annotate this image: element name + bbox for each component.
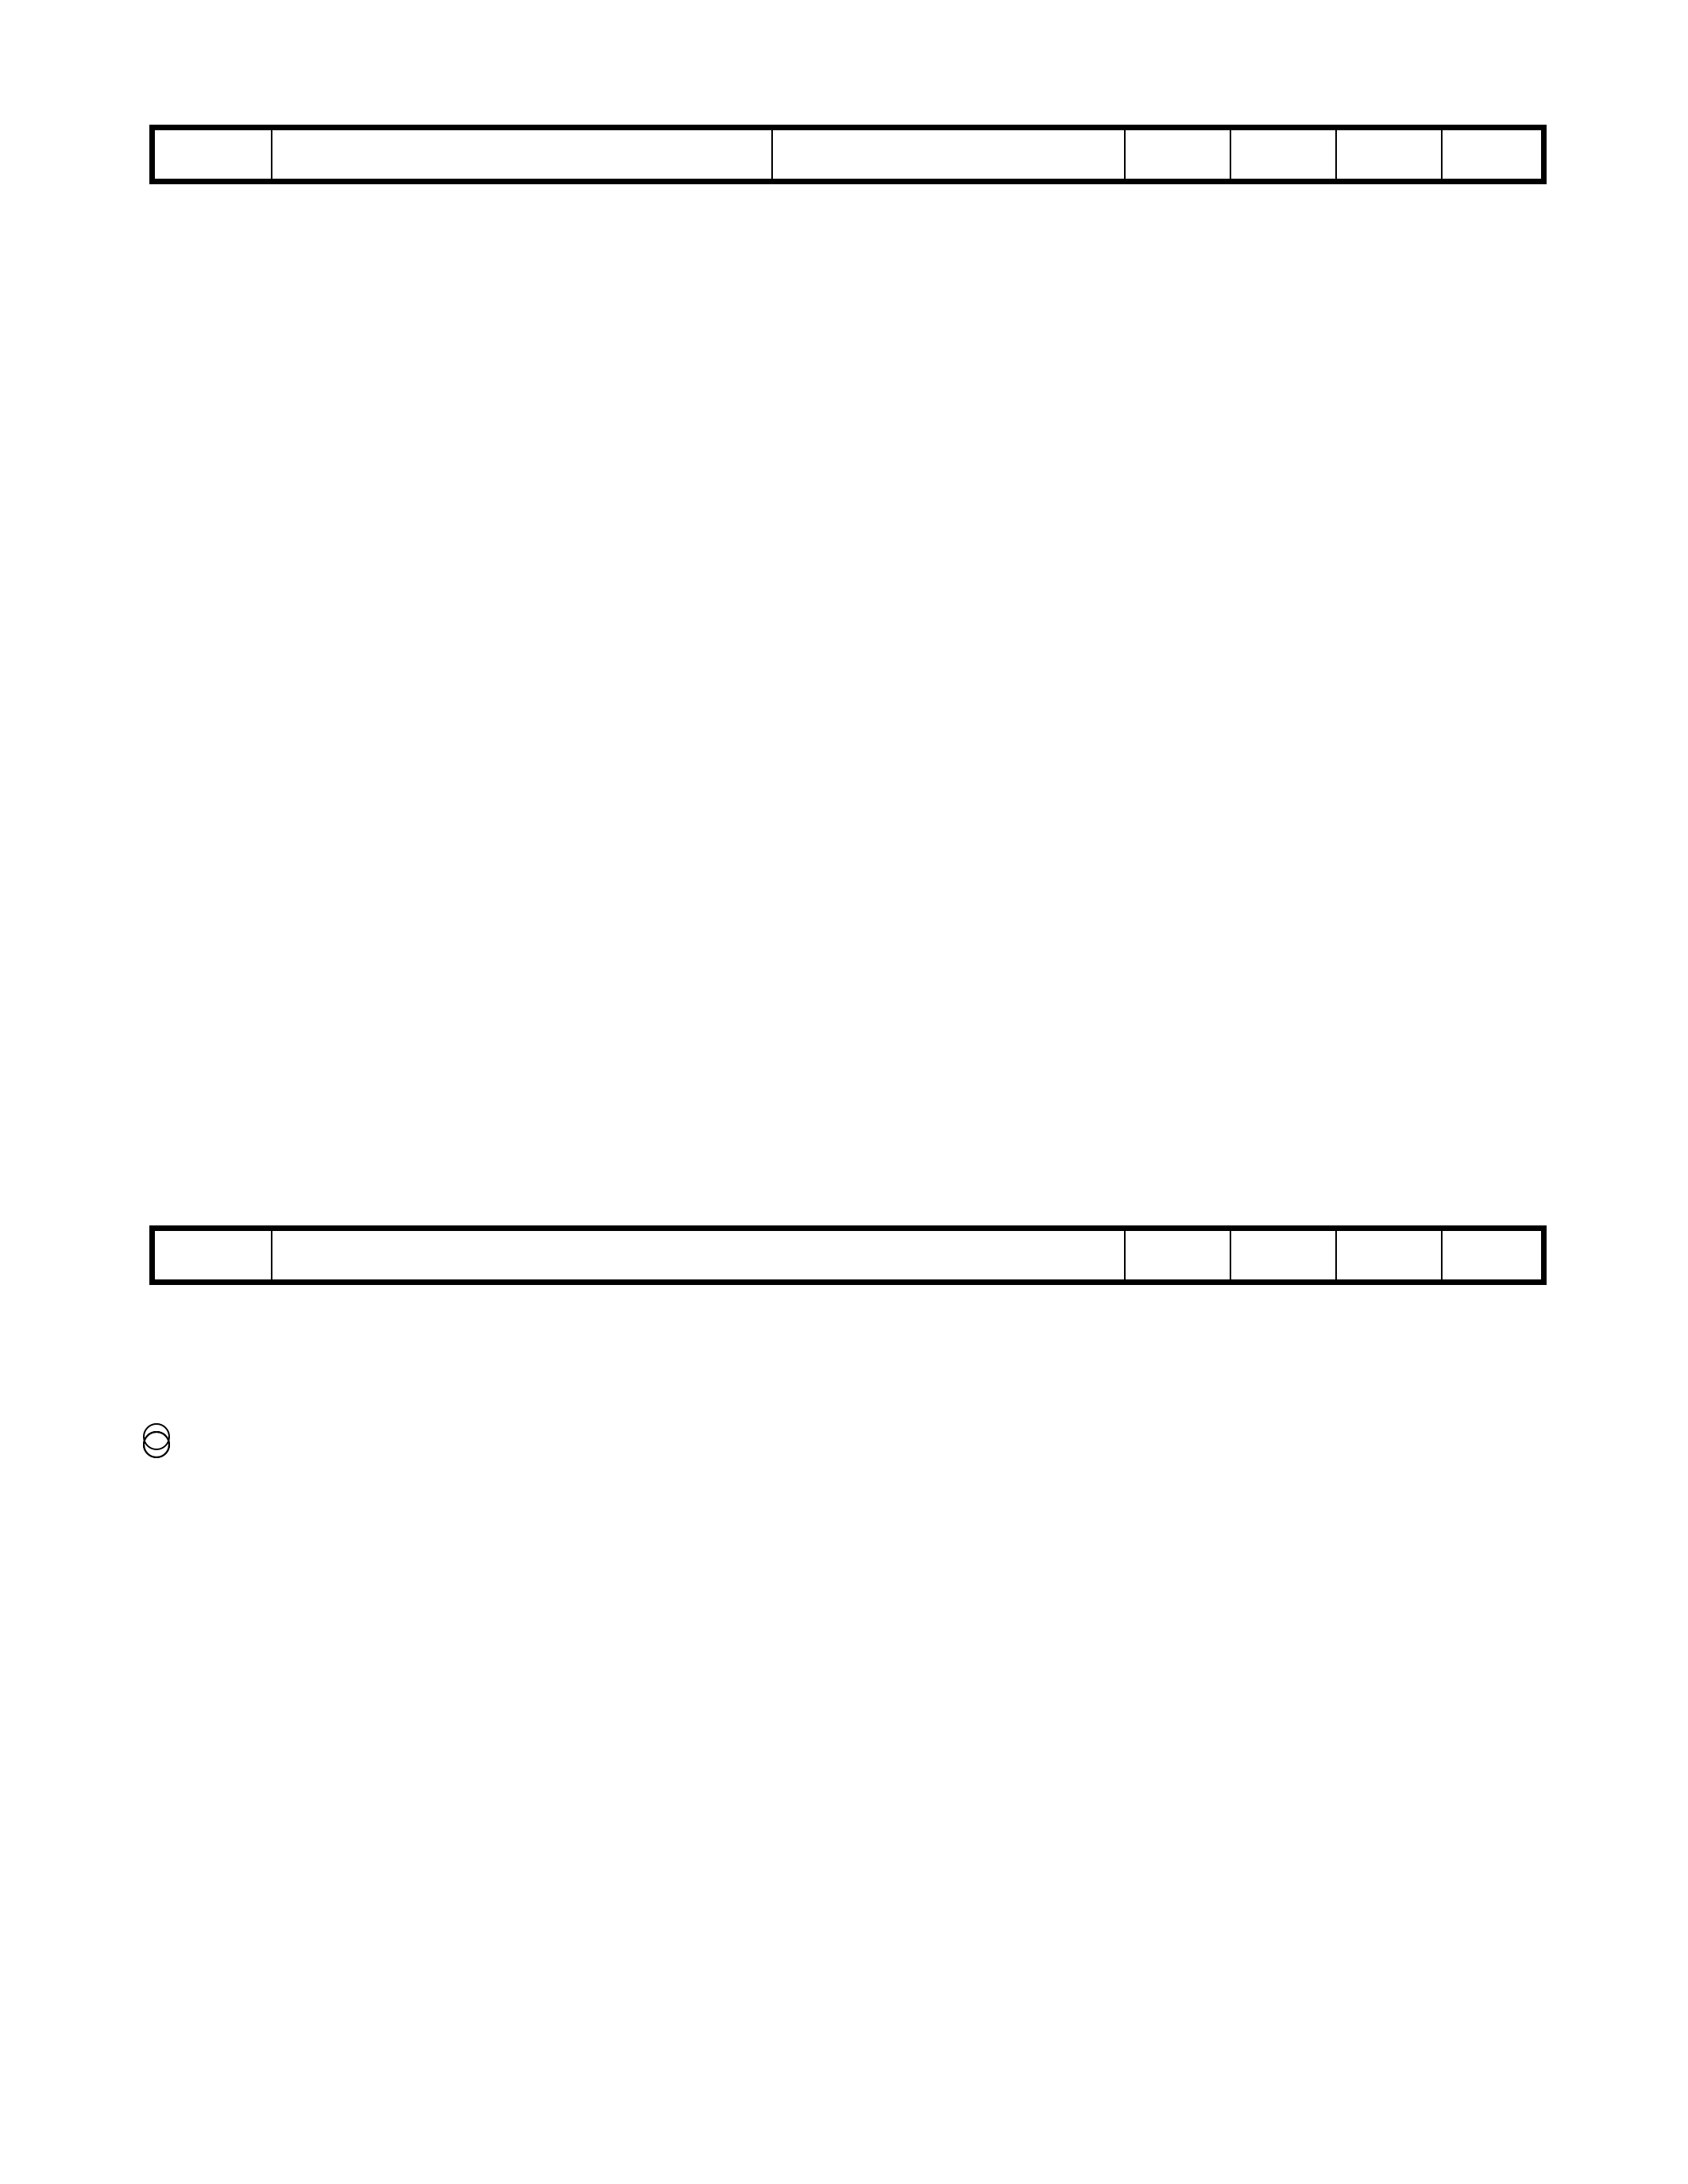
thermal-header-characteristic	[272, 1229, 1125, 1283]
header-typ	[1230, 128, 1336, 182]
header-unit	[1442, 128, 1544, 182]
thermal-header-max	[1336, 1229, 1442, 1283]
header-max	[1336, 128, 1442, 182]
thermal-header-min	[1125, 1229, 1230, 1283]
dynamic-characteristics-table	[149, 125, 1547, 184]
header-row	[153, 128, 1544, 182]
header-min	[1125, 128, 1230, 182]
thermal-header-unit	[1442, 1229, 1544, 1283]
header-characteristic	[272, 128, 772, 182]
header-symbol	[153, 128, 272, 182]
footnotes	[143, 1422, 1533, 1430]
thermal-header-row	[153, 1229, 1544, 1283]
thermal-characteristics-table	[149, 1225, 1547, 1285]
thermal-header-typ	[1230, 1229, 1336, 1283]
thermal-header-symbol	[153, 1229, 272, 1283]
footnote-marker	[143, 1431, 170, 1458]
header-test-conditions	[772, 128, 1125, 182]
